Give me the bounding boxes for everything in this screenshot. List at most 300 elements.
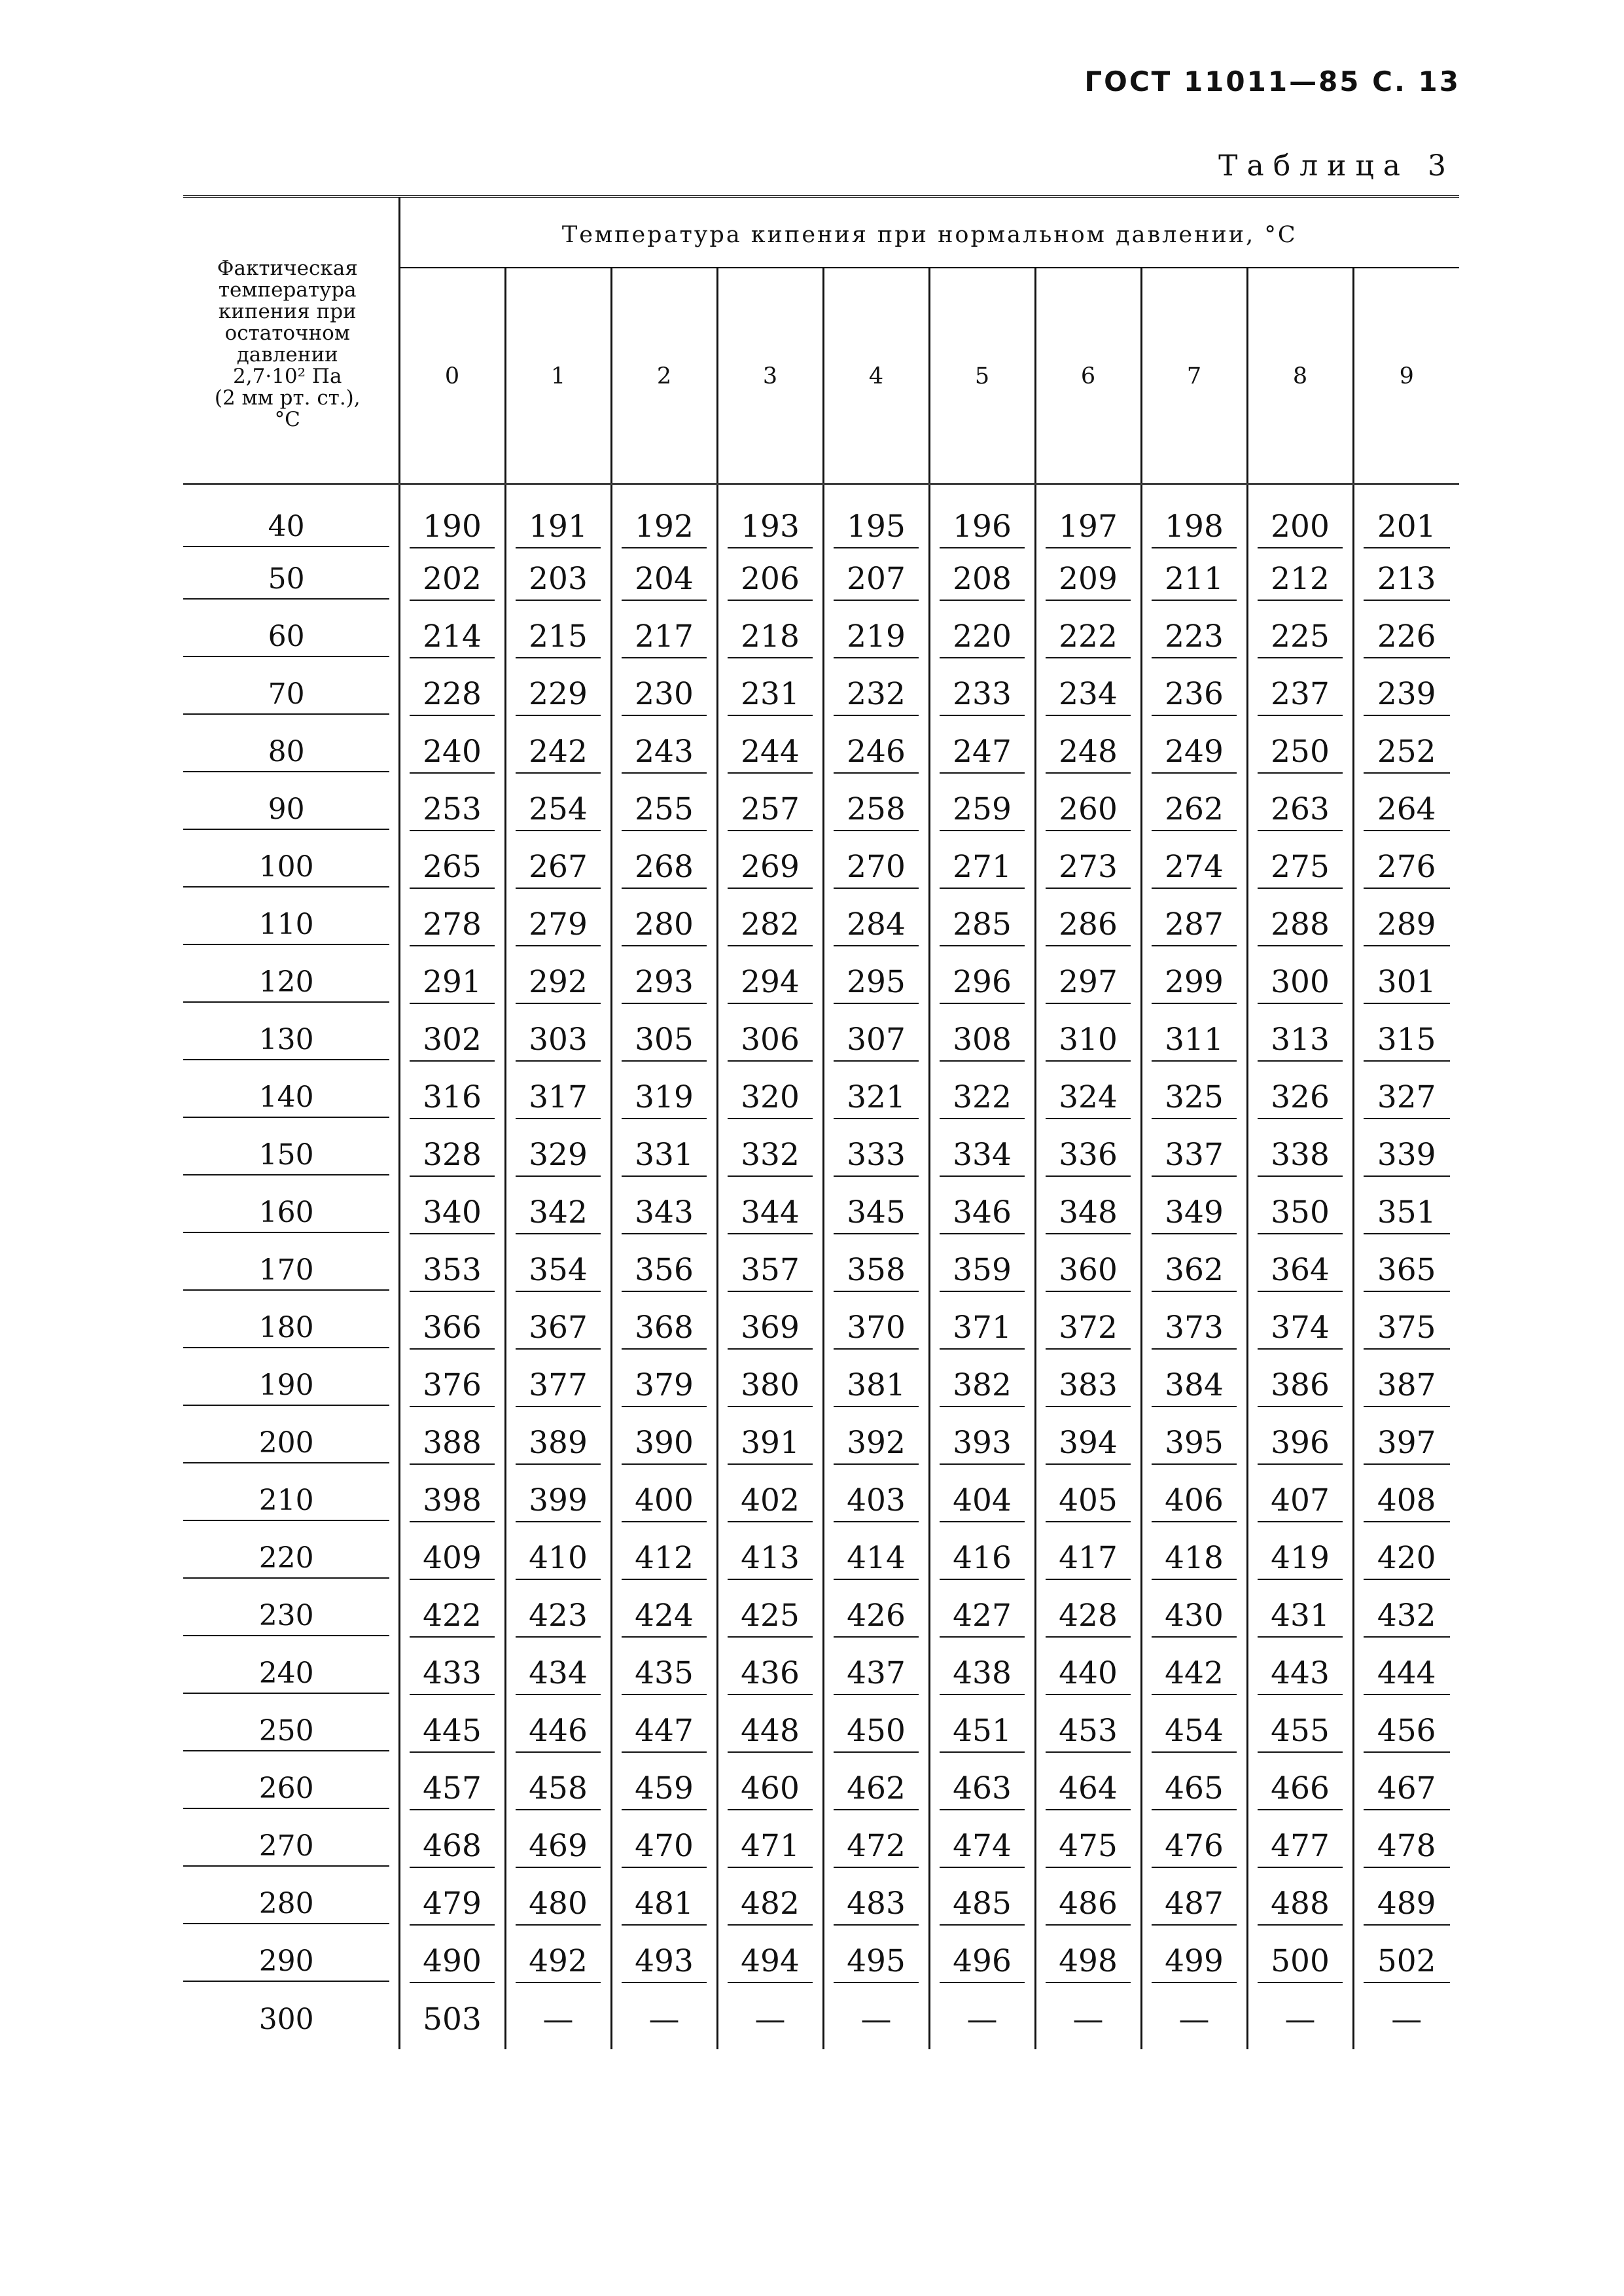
table-cell bbox=[823, 1819, 929, 1876]
row-label: 220 bbox=[183, 1541, 389, 1579]
table-cell bbox=[505, 1243, 611, 1300]
cell-value: 418 bbox=[1152, 1540, 1237, 1580]
cell-value: 481 bbox=[622, 1886, 707, 1926]
table-cell bbox=[823, 1588, 929, 1646]
cell-value: 375 bbox=[1364, 1310, 1450, 1350]
cell-value: 233 bbox=[940, 676, 1025, 716]
table-cell bbox=[1035, 1013, 1141, 1070]
cell-value: 284 bbox=[834, 906, 919, 946]
table-cell bbox=[717, 1531, 823, 1588]
table-cell bbox=[1141, 1646, 1247, 1704]
table-cell bbox=[1035, 1588, 1141, 1646]
row-label-cell bbox=[183, 1531, 399, 1588]
cell-value: 359 bbox=[940, 1252, 1025, 1292]
row-label-cell bbox=[183, 897, 399, 955]
table-cell bbox=[1035, 667, 1141, 725]
table-cell bbox=[611, 1185, 717, 1243]
table-cell bbox=[505, 955, 611, 1013]
row-label-cell bbox=[183, 840, 399, 897]
cell-value: 480 bbox=[516, 1886, 601, 1926]
cell-value: 409 bbox=[410, 1540, 495, 1580]
cell-value: 329 bbox=[516, 1137, 601, 1177]
table-cell bbox=[717, 552, 823, 609]
cell-value: 426 bbox=[834, 1598, 919, 1638]
cell-value: 250 bbox=[1258, 734, 1343, 774]
table-cell bbox=[1141, 725, 1247, 782]
table-cell bbox=[717, 1243, 823, 1300]
table-cell bbox=[1353, 667, 1459, 725]
cell-value: — bbox=[648, 2001, 680, 2037]
cell-value: 423 bbox=[516, 1598, 601, 1638]
table-cell bbox=[399, 1588, 505, 1646]
cell-value: 267 bbox=[516, 849, 601, 889]
table-cell bbox=[1035, 840, 1141, 897]
cell-value: 242 bbox=[516, 734, 601, 774]
cell-value: 444 bbox=[1364, 1655, 1450, 1695]
table-cell bbox=[505, 782, 611, 840]
cell-value: — bbox=[966, 2001, 998, 2037]
row-header-line: температура bbox=[218, 278, 357, 302]
table-cell bbox=[505, 1185, 611, 1243]
cell-value: 343 bbox=[622, 1194, 707, 1234]
table-row bbox=[183, 484, 1459, 552]
table-cell bbox=[611, 1992, 717, 2049]
row-label: 120 bbox=[183, 965, 389, 1003]
table-cell bbox=[1247, 840, 1353, 897]
cell-value: 460 bbox=[728, 1770, 813, 1810]
table-cell bbox=[823, 1243, 929, 1300]
cell-value: 483 bbox=[834, 1886, 919, 1926]
cell-value: 419 bbox=[1258, 1540, 1343, 1580]
cell-value: 382 bbox=[940, 1367, 1025, 1407]
row-label: 50 bbox=[183, 562, 389, 600]
cell-value: 432 bbox=[1364, 1598, 1450, 1638]
cell-value: 430 bbox=[1152, 1598, 1237, 1638]
column-header: 1 bbox=[505, 268, 611, 484]
cell-value: 470 bbox=[622, 1828, 707, 1868]
cell-value: 358 bbox=[834, 1252, 919, 1292]
row-label-cell bbox=[183, 1473, 399, 1531]
table-cell bbox=[1141, 1761, 1247, 1819]
table-cell bbox=[1141, 552, 1247, 609]
cell-value: — bbox=[1178, 2001, 1210, 2037]
cell-value: 369 bbox=[728, 1310, 813, 1350]
row-label: 80 bbox=[183, 735, 389, 772]
table-cell bbox=[823, 1761, 929, 1819]
cell-value: 307 bbox=[834, 1022, 919, 1062]
cell-value: 437 bbox=[834, 1655, 919, 1695]
table-cell bbox=[1247, 1934, 1353, 1992]
table-cell bbox=[399, 1531, 505, 1588]
cell-value: 446 bbox=[516, 1713, 601, 1753]
table-cell bbox=[929, 1588, 1035, 1646]
table-cell bbox=[399, 1819, 505, 1876]
cell-value: 337 bbox=[1152, 1137, 1237, 1177]
table-cell bbox=[717, 1416, 823, 1473]
table-cell bbox=[611, 840, 717, 897]
table-cell bbox=[611, 1531, 717, 1588]
cell-value: 475 bbox=[1046, 1828, 1131, 1868]
table-cell bbox=[399, 1300, 505, 1358]
table-cell bbox=[717, 1704, 823, 1761]
cell-value: 236 bbox=[1152, 676, 1237, 716]
row-label-cell bbox=[183, 1300, 399, 1358]
table-row bbox=[183, 782, 1459, 840]
row-label: 180 bbox=[183, 1311, 389, 1348]
row-label-cell bbox=[183, 1761, 399, 1819]
cell-value: 499 bbox=[1152, 1943, 1237, 1983]
cell-value: 390 bbox=[622, 1425, 707, 1465]
table-cell bbox=[823, 552, 929, 609]
column-header: 2 bbox=[611, 268, 717, 484]
row-label-cell bbox=[183, 1185, 399, 1243]
cell-value: 218 bbox=[728, 619, 813, 658]
table-cell bbox=[929, 552, 1035, 609]
row-label-cell bbox=[183, 1358, 399, 1416]
table-row bbox=[183, 1704, 1459, 1761]
table-cell bbox=[399, 609, 505, 667]
cell-value: 459 bbox=[622, 1770, 707, 1810]
table-cell bbox=[505, 1416, 611, 1473]
table-cell bbox=[929, 1473, 1035, 1531]
table-cell bbox=[929, 1185, 1035, 1243]
cell-value: 469 bbox=[516, 1828, 601, 1868]
cell-value: 476 bbox=[1152, 1828, 1237, 1868]
table-cell bbox=[929, 1992, 1035, 2049]
table-cell bbox=[505, 552, 611, 609]
cell-value: 247 bbox=[940, 734, 1025, 774]
cell-value: 394 bbox=[1046, 1425, 1131, 1465]
cell-value: 416 bbox=[940, 1540, 1025, 1580]
row-label-cell bbox=[183, 1704, 399, 1761]
cell-value: 440 bbox=[1046, 1655, 1131, 1695]
row-header-line: давлении bbox=[236, 343, 338, 367]
table-row bbox=[183, 1416, 1459, 1473]
table-cell bbox=[823, 1473, 929, 1531]
cell-value: 255 bbox=[622, 791, 707, 831]
table-cell bbox=[929, 484, 1035, 552]
cell-value: 254 bbox=[516, 791, 601, 831]
cell-value: 410 bbox=[516, 1540, 601, 1580]
row-header-line: Фактическая bbox=[217, 257, 358, 280]
cell-value: 279 bbox=[516, 906, 601, 946]
table-cell bbox=[1247, 1185, 1353, 1243]
cell-value: 200 bbox=[1258, 509, 1343, 548]
cell-value: 278 bbox=[410, 906, 495, 946]
cell-value: 292 bbox=[516, 964, 601, 1004]
cell-value: 225 bbox=[1258, 619, 1343, 658]
table-cell bbox=[823, 1300, 929, 1358]
table-cell bbox=[1141, 782, 1247, 840]
cell-value: 213 bbox=[1364, 561, 1450, 601]
table-cell bbox=[399, 725, 505, 782]
table-cell bbox=[823, 782, 929, 840]
table-cell bbox=[399, 1992, 505, 2049]
table-cell bbox=[823, 955, 929, 1013]
cell-value: 265 bbox=[410, 849, 495, 889]
row-label-cell bbox=[183, 1070, 399, 1128]
cell-value: 391 bbox=[728, 1425, 813, 1465]
table-cell bbox=[505, 609, 611, 667]
table-cell bbox=[399, 1358, 505, 1416]
table-cell bbox=[611, 1646, 717, 1704]
cell-value: 388 bbox=[410, 1425, 495, 1465]
cell-value: 214 bbox=[410, 619, 495, 658]
cell-value: 321 bbox=[834, 1079, 919, 1119]
cell-value: 220 bbox=[940, 619, 1025, 658]
cell-value: 398 bbox=[410, 1482, 495, 1522]
table-cell bbox=[929, 609, 1035, 667]
cell-value: 229 bbox=[516, 676, 601, 716]
cell-value: 226 bbox=[1364, 619, 1450, 658]
table-cell bbox=[1035, 897, 1141, 955]
table-cell bbox=[1035, 1358, 1141, 1416]
row-label-cell bbox=[183, 609, 399, 667]
table-cell bbox=[823, 1070, 929, 1128]
table-cell bbox=[505, 1013, 611, 1070]
row-label: 150 bbox=[183, 1138, 389, 1175]
cell-value: 466 bbox=[1258, 1770, 1343, 1810]
table-cell bbox=[611, 667, 717, 725]
cell-value: 270 bbox=[834, 849, 919, 889]
cell-value: 222 bbox=[1046, 619, 1131, 658]
table-cell bbox=[823, 1934, 929, 1992]
cell-value: 249 bbox=[1152, 734, 1237, 774]
cell-value: 327 bbox=[1364, 1079, 1450, 1119]
cell-value: 276 bbox=[1364, 849, 1450, 889]
table-cell bbox=[399, 840, 505, 897]
row-label: 170 bbox=[183, 1253, 389, 1291]
cell-value: 228 bbox=[410, 676, 495, 716]
boiling-temperature-table-container bbox=[183, 195, 1459, 2049]
table-cell bbox=[1035, 484, 1141, 552]
cell-value: 294 bbox=[728, 964, 813, 1004]
table-cell bbox=[1035, 782, 1141, 840]
cell-value: 389 bbox=[516, 1425, 601, 1465]
cell-value: 288 bbox=[1258, 906, 1343, 946]
table-cell bbox=[505, 840, 611, 897]
table-cell bbox=[399, 1416, 505, 1473]
cell-value: 373 bbox=[1152, 1310, 1237, 1350]
table-cell bbox=[823, 725, 929, 782]
table-cell bbox=[505, 1876, 611, 1934]
table-cell bbox=[717, 897, 823, 955]
cell-value: 193 bbox=[728, 509, 813, 548]
table-cell bbox=[1035, 1819, 1141, 1876]
table-cell bbox=[399, 1185, 505, 1243]
table-row bbox=[183, 1358, 1459, 1416]
row-header-line: кипения при bbox=[218, 300, 357, 323]
table-cell bbox=[717, 1646, 823, 1704]
cell-value: 490 bbox=[410, 1943, 495, 1983]
table-cell bbox=[823, 484, 929, 552]
cell-value: 348 bbox=[1046, 1194, 1131, 1234]
cell-value: 479 bbox=[410, 1886, 495, 1926]
table-cell bbox=[1035, 1300, 1141, 1358]
cell-value: 252 bbox=[1364, 734, 1450, 774]
cell-value: 356 bbox=[622, 1252, 707, 1292]
row-label: 60 bbox=[183, 620, 389, 657]
cell-value: 260 bbox=[1046, 791, 1131, 831]
cell-value: 306 bbox=[728, 1022, 813, 1062]
cell-value: 412 bbox=[622, 1540, 707, 1580]
table-cell bbox=[611, 955, 717, 1013]
table-cell bbox=[399, 782, 505, 840]
cell-value: 264 bbox=[1364, 791, 1450, 831]
cell-value: 215 bbox=[516, 619, 601, 658]
table-cell bbox=[1035, 1473, 1141, 1531]
cell-value: 424 bbox=[622, 1598, 707, 1638]
table-cell bbox=[823, 1013, 929, 1070]
cell-value: 478 bbox=[1364, 1828, 1450, 1868]
cell-value: — bbox=[1284, 2001, 1316, 2037]
table-cell bbox=[717, 840, 823, 897]
cell-value: 244 bbox=[728, 734, 813, 774]
cell-value: 258 bbox=[834, 791, 919, 831]
table-cell bbox=[717, 1070, 823, 1128]
table-cell bbox=[1141, 1300, 1247, 1358]
cell-value: 433 bbox=[410, 1655, 495, 1695]
row-label: 90 bbox=[183, 793, 389, 830]
cell-value: — bbox=[1391, 2001, 1422, 2037]
table-row bbox=[183, 1819, 1459, 1876]
table-cell bbox=[717, 1588, 823, 1646]
cell-value: 202 bbox=[410, 561, 495, 601]
cell-value: 342 bbox=[516, 1194, 601, 1234]
cell-value: 467 bbox=[1364, 1770, 1450, 1810]
table-cell bbox=[1247, 1819, 1353, 1876]
table-cell bbox=[929, 955, 1035, 1013]
row-label: 110 bbox=[183, 908, 389, 945]
row-label-cell bbox=[183, 1013, 399, 1070]
table-cell bbox=[1141, 1070, 1247, 1128]
cell-value: 399 bbox=[516, 1482, 601, 1522]
cell-value: 230 bbox=[622, 676, 707, 716]
row-label-cell bbox=[183, 1416, 399, 1473]
cell-value: 350 bbox=[1258, 1194, 1343, 1234]
table-cell bbox=[399, 1243, 505, 1300]
table-cell bbox=[717, 1013, 823, 1070]
cell-value: 317 bbox=[516, 1079, 601, 1119]
table-cell bbox=[929, 1416, 1035, 1473]
table-cell bbox=[505, 1761, 611, 1819]
table-cell bbox=[1353, 1819, 1459, 1876]
cell-value: 326 bbox=[1258, 1079, 1343, 1119]
cell-value: 422 bbox=[410, 1598, 495, 1638]
table-cell bbox=[505, 897, 611, 955]
table-cell bbox=[1353, 1185, 1459, 1243]
table-cell bbox=[1035, 609, 1141, 667]
table-cell bbox=[1247, 1128, 1353, 1185]
table-cell bbox=[823, 1876, 929, 1934]
table-cell bbox=[505, 1992, 611, 2049]
table-cell bbox=[399, 667, 505, 725]
table-cell bbox=[717, 1128, 823, 1185]
column-header: 6 bbox=[1035, 268, 1141, 484]
cell-value: 495 bbox=[834, 1943, 919, 1983]
cell-value: 196 bbox=[940, 509, 1025, 548]
cell-value: 339 bbox=[1364, 1137, 1450, 1177]
table-cell bbox=[823, 1358, 929, 1416]
table-cell bbox=[399, 1013, 505, 1070]
cell-value: 377 bbox=[516, 1367, 601, 1407]
table-cell bbox=[1141, 1819, 1247, 1876]
cell-value: 427 bbox=[940, 1598, 1025, 1638]
table-cell bbox=[1353, 955, 1459, 1013]
cell-value: 253 bbox=[410, 791, 495, 831]
cell-value: 404 bbox=[940, 1482, 1025, 1522]
cell-value: 370 bbox=[834, 1310, 919, 1350]
table-body bbox=[183, 484, 1459, 2050]
row-label-cell bbox=[183, 782, 399, 840]
cell-value: 310 bbox=[1046, 1022, 1131, 1062]
cell-value: 396 bbox=[1258, 1425, 1343, 1465]
table-cell bbox=[1247, 1588, 1353, 1646]
table-cell bbox=[1247, 725, 1353, 782]
cell-value: 447 bbox=[622, 1713, 707, 1753]
table-cell bbox=[1141, 484, 1247, 552]
table-cell bbox=[717, 1185, 823, 1243]
cell-value: 319 bbox=[622, 1079, 707, 1119]
cell-value: — bbox=[542, 2001, 574, 2037]
cell-value: 311 bbox=[1152, 1022, 1237, 1062]
cell-value: 360 bbox=[1046, 1252, 1131, 1292]
row-label-cell bbox=[183, 552, 399, 609]
cell-value: 303 bbox=[516, 1022, 601, 1062]
cell-value: 457 bbox=[410, 1770, 495, 1810]
table-cell bbox=[505, 667, 611, 725]
cell-value: 320 bbox=[728, 1079, 813, 1119]
cell-value: 486 bbox=[1046, 1886, 1131, 1926]
cell-value: 293 bbox=[622, 964, 707, 1004]
cell-value: 496 bbox=[940, 1943, 1025, 1983]
cell-value: 372 bbox=[1046, 1310, 1131, 1350]
table-cell bbox=[1141, 1992, 1247, 2049]
table-cell bbox=[611, 1300, 717, 1358]
table-cell bbox=[1035, 1128, 1141, 1185]
table-header-row bbox=[183, 196, 1459, 268]
cell-value: 248 bbox=[1046, 734, 1131, 774]
table-cell bbox=[717, 484, 823, 552]
cell-value: 195 bbox=[834, 509, 919, 548]
cell-value: 381 bbox=[834, 1367, 919, 1407]
table-row bbox=[183, 1876, 1459, 1934]
row-header-title bbox=[183, 196, 399, 484]
table-cell bbox=[1035, 1243, 1141, 1300]
table-cell bbox=[1247, 1761, 1353, 1819]
table-cell bbox=[1247, 1013, 1353, 1070]
cell-value: 212 bbox=[1258, 561, 1343, 601]
table-row bbox=[183, 897, 1459, 955]
table-cell bbox=[717, 1761, 823, 1819]
column-header: 8 bbox=[1247, 268, 1353, 484]
cell-value: 448 bbox=[728, 1713, 813, 1753]
cell-value: 434 bbox=[516, 1655, 601, 1695]
row-label-cell bbox=[183, 955, 399, 1013]
table-cell bbox=[611, 725, 717, 782]
cell-value: 240 bbox=[410, 734, 495, 774]
cell-value: 208 bbox=[940, 561, 1025, 601]
cell-value: 368 bbox=[622, 1310, 707, 1350]
table-cell bbox=[505, 1531, 611, 1588]
cell-value: 451 bbox=[940, 1713, 1025, 1753]
cell-value: 458 bbox=[516, 1770, 601, 1810]
table-cell bbox=[1353, 1934, 1459, 1992]
row-header-line: остаточном bbox=[224, 321, 350, 345]
cell-value: 282 bbox=[728, 906, 813, 946]
table-cell bbox=[611, 1819, 717, 1876]
cell-value: 488 bbox=[1258, 1886, 1343, 1926]
